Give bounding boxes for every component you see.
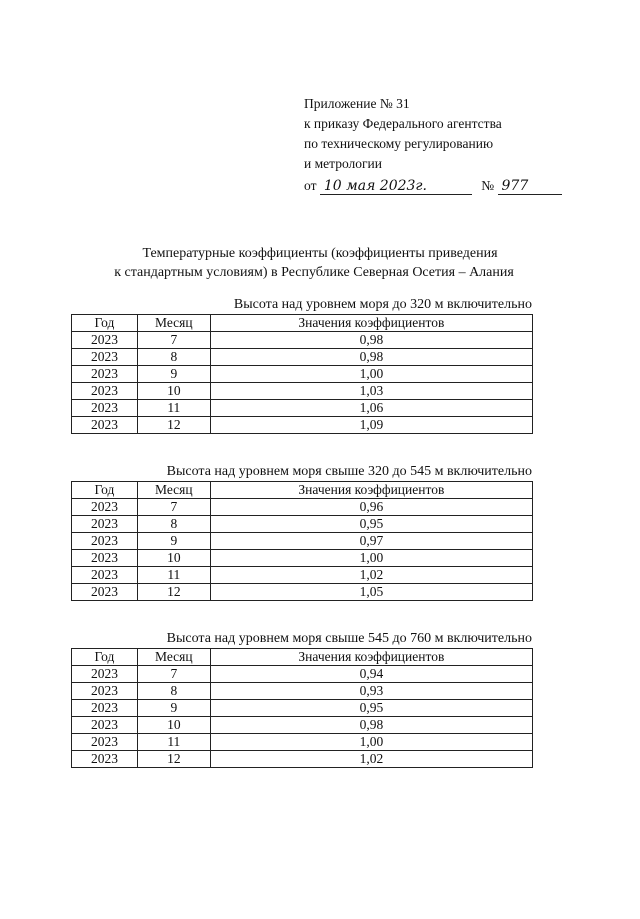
handwritten-number: 977 <box>498 178 562 195</box>
table-2-caption: Высота над уровнем моря свыше 320 до 545 м включительно <box>166 464 532 479</box>
value-cell: 1,00 <box>210 366 532 383</box>
year-cell: 2023 <box>72 400 138 417</box>
month-cell: 12 <box>137 584 210 601</box>
month-cell: 10 <box>137 383 210 400</box>
column-header-value: Значения коэффициентов <box>210 649 532 666</box>
appendix-header <box>304 94 562 194</box>
table-row <box>72 584 533 601</box>
month-cell: 8 <box>137 349 210 366</box>
table-row <box>72 400 533 417</box>
table-row <box>72 550 533 567</box>
value-cell: 0,94 <box>210 666 532 683</box>
value-cell: 1,00 <box>210 550 532 567</box>
table-row <box>72 717 533 734</box>
value-cell: 0,98 <box>210 349 532 366</box>
month-cell: 9 <box>137 700 210 717</box>
year-cell: 2023 <box>72 499 138 516</box>
month-cell: 10 <box>137 550 210 567</box>
year-cell: 2023 <box>72 366 138 383</box>
column-header-month: Месяц <box>137 315 210 332</box>
year-cell: 2023 <box>72 683 138 700</box>
appendix-number: Приложение № 31 <box>304 96 410 111</box>
table-header-row <box>72 649 533 666</box>
year-cell: 2023 <box>72 717 138 734</box>
month-cell: 10 <box>137 717 210 734</box>
month-cell: 8 <box>137 516 210 533</box>
month-cell: 8 <box>137 683 210 700</box>
year-cell: 2023 <box>72 584 138 601</box>
year-cell: 2023 <box>72 533 138 550</box>
table-row <box>72 383 533 400</box>
value-cell: 0,96 <box>210 499 532 516</box>
month-cell: 12 <box>137 417 210 434</box>
value-cell: 0,95 <box>210 700 532 717</box>
table-row <box>72 366 533 383</box>
table-3-caption: Высота над уровнем моря свыше 545 до 760 м включительно <box>166 631 532 646</box>
month-cell: 11 <box>137 400 210 417</box>
month-cell: 9 <box>137 533 210 550</box>
value-cell: 1,09 <box>210 417 532 434</box>
handwritten-date: 10 мая 2023г. <box>320 178 472 195</box>
order-reference-line-2: по техническому регулированию <box>304 136 494 151</box>
number-label: № <box>481 178 495 193</box>
column-header-year: Год <box>72 649 138 666</box>
month-cell: 7 <box>137 332 210 349</box>
column-header-value: Значения коэффициентов <box>210 482 532 499</box>
month-cell: 9 <box>137 366 210 383</box>
table-1-caption: Высота над уровнем моря до 320 м включительно <box>233 297 532 312</box>
month-cell: 7 <box>137 666 210 683</box>
column-header-month: Месяц <box>137 482 210 499</box>
order-date-line <box>304 176 562 196</box>
year-cell: 2023 <box>72 417 138 434</box>
table-row <box>72 417 533 434</box>
table-row <box>72 567 533 584</box>
from-label: от <box>304 178 317 193</box>
year-cell: 2023 <box>72 550 138 567</box>
year-cell: 2023 <box>72 383 138 400</box>
value-cell: 1,06 <box>210 400 532 417</box>
table-header-row <box>72 315 533 332</box>
year-cell: 2023 <box>72 516 138 533</box>
coefficients-table-1 <box>71 314 533 434</box>
coefficients-table-3 <box>71 648 533 768</box>
table-row <box>72 533 533 550</box>
year-cell: 2023 <box>72 734 138 751</box>
year-cell: 2023 <box>72 332 138 349</box>
table-row <box>72 332 533 349</box>
month-cell: 7 <box>137 499 210 516</box>
value-cell: 1,03 <box>210 383 532 400</box>
table-row <box>72 700 533 717</box>
table-row <box>72 516 533 533</box>
value-cell: 1,05 <box>210 584 532 601</box>
value-cell: 0,98 <box>210 332 532 349</box>
table-row <box>72 666 533 683</box>
year-cell: 2023 <box>72 349 138 366</box>
value-cell: 1,02 <box>210 751 532 768</box>
value-cell: 0,93 <box>210 683 532 700</box>
value-cell: 1,02 <box>210 567 532 584</box>
value-cell: 0,95 <box>210 516 532 533</box>
table-row <box>72 499 533 516</box>
year-cell: 2023 <box>72 666 138 683</box>
coefficients-table-2 <box>71 481 533 601</box>
column-header-value: Значения коэффициентов <box>210 315 532 332</box>
document-title <box>0 244 640 282</box>
column-header-year: Год <box>72 315 138 332</box>
month-cell: 12 <box>137 751 210 768</box>
year-cell: 2023 <box>72 567 138 584</box>
title-line-2: к стандартным условиям) в Республике Северная Осетия – Алания <box>114 265 514 280</box>
value-cell: 1,00 <box>210 734 532 751</box>
table-header-row <box>72 482 533 499</box>
month-cell: 11 <box>137 734 210 751</box>
table-row <box>72 349 533 366</box>
value-cell: 0,97 <box>210 533 532 550</box>
value-cell: 0,98 <box>210 717 532 734</box>
table-row <box>72 734 533 751</box>
order-reference-line-3: и метрологии <box>304 156 382 171</box>
month-cell: 11 <box>137 567 210 584</box>
table-row <box>72 751 533 768</box>
year-cell: 2023 <box>72 700 138 717</box>
order-reference: к приказу Федерального агентства <box>304 116 502 131</box>
year-cell: 2023 <box>72 751 138 768</box>
column-header-month: Месяц <box>137 649 210 666</box>
table-row <box>72 683 533 700</box>
column-header-year: Год <box>72 482 138 499</box>
title-line-1: Температурные коэффициенты (коэффициенты приведения <box>142 246 498 261</box>
